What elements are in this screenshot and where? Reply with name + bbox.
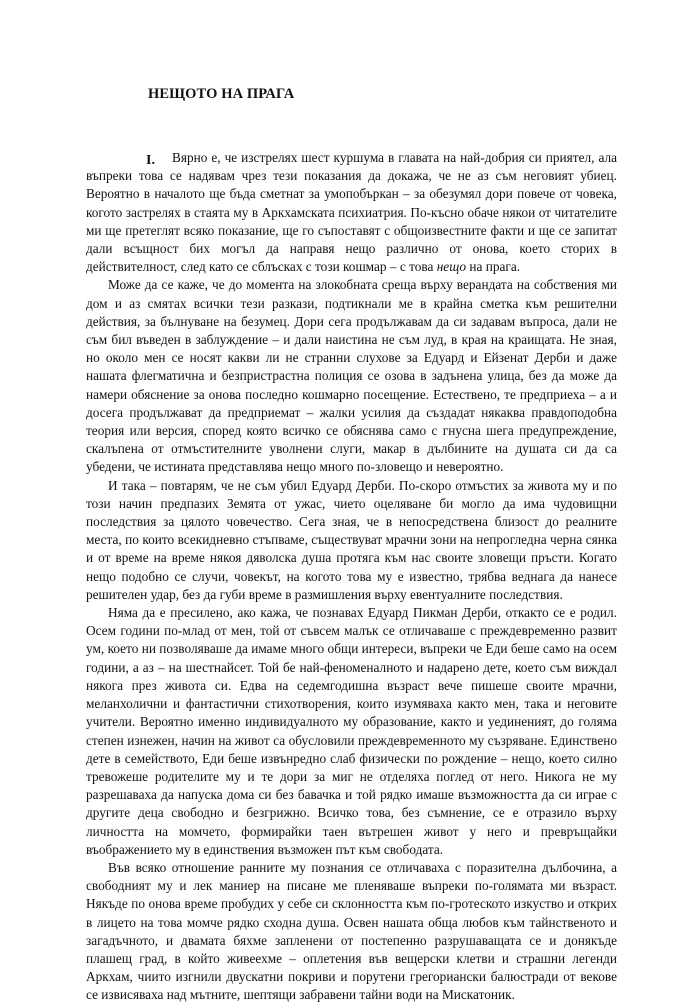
- document-body: [86, 149, 617, 1005]
- paragraph-1-emphasis: нещо: [436, 259, 467, 275]
- document-title: НЕЩОТО НА ПРАГА: [148, 86, 295, 102]
- paragraph-1-text-after: на прага.: [466, 259, 521, 275]
- paragraph-4: Няма да е пресилено, ако кажа, че познавах Едуард Пикман Дерби, откакто се е родил. Осем години по-млад от мен, той от съвсем малък се отличаваше с преждевременно развит ум, което ни позволяваше да имаме много общи интереси, въпреки че Еди беше само на осем години, а аз – на шестнайсет. Той бе най-феноменалното и надарено дете, което съм виждал някога през живота си. Едва на седемгодишна възраст вече пишеше своите мрачни, меланхолични и фантастични стихотворения, които изумяваха както мен, така и неговите учители. Вероятно именно индивидуалното му образование, както и уединеният, до голяма степен изнежен, начин на живот са обусловили преждевременното му съзряване. Единствено дете в семейството, Еди беше извънредно слаб физически по рождение – нещо, което силно тревожеше родителите му и те дори за миг не отделяха поглед от него. Никога не му разрешаваха да напуска дома си без бавачка и той рядко имаше възможността да си играе с другите деца свободно и безгрижно. Всичко това, без съмнение, се е отразило върху личността на момчето, формирайки таен вътрешен живот у него и превръщайки въображението му в единствения възможен път към свободата.: [86, 605, 617, 857]
- paragraph-5: Във всяко отношение ранните му познания се отличаваха с поразителна дълбочина, а свободният му и лек маниер на писане ме пленяваше въпреки по-голямата ми възраст. Някъде по онова време пробудих у себе си склонността към по-гротеското изкуство и открих в лицето на това момче рядко сходна душа. Освен нашата обща любов към тайнственото и загадъчното, и двамата бяхме запленени от постепенно разрушаващата се и донякъде плашещ град, в който живеехме – оплетения във вещерски клетви и страшни легенди Аркхам, чиито изгнили двускатни покриви и порутени грегориански балюстради от векове се извисяваха над мътните, шептящи забравени тайни води на Мискатоник.: [86, 859, 617, 1003]
- paragraph-2: Може да се каже, че до момента на злокобната среща върху верандата на собствения ми дом и аз смятах всички тези разкази, подтикнали ме в крайна сметка към решителни действия, за бълнуване на безумец. Дори сега продължавам да си задавам въпроса, дали не съм бил въведен в заблуждение – и дали наистина не съм луд, в края на краищата. Не зная, но около мен се носят какви ли не странни слухове за Едуард и Ейзенат Дерби и даже нашата флегматична и безпристрастна полиция се озова в задънена улица, без да може да намери обяснение за онова последно кошмарно посещение. Естествено, те предприеха – а и досега продължават да предприемат – жалки усилия да създадат някаква правдоподобна теория или версия, според която всичко се обяснява само с гнусна шега предупреждение, скалъпена от отмъстителните уволнени слуги, макар в дълбините на душата си да са убедени, че истината представлява нещо много по-зловещо и невероятно.: [86, 277, 617, 475]
- paragraph-1-text-before: Вярно е, че изстрелях шест куршума в главата на най-добрия си приятел, ала въпреки това се надявам чрез тези показания да докажа, че не аз съм неговият убиец. Вероятно в началото ще бъда сметнат за умопобъркан – за обезумял дори повече от човека, когото застрелях в стаята му в Аркхамската психиатрия. По-късно обаче някои от читателите ми ще претеглят всяко показание, ще го съпоставят с общоизвестните факти и ще се запитат дали всъщност бих могъл да направя нещо различно от онова, което сторих в действителност, след като се сблъсках с този кошмар – с това: [86, 150, 617, 275]
- section-number: I.: [146, 153, 155, 168]
- paragraph-1: [86, 149, 617, 276]
- paragraph-3: И така – повтарям, че не съм убил Едуард Дерби. По-скоро отмъстих за живота му и по този начин предпазих Земята от ужас, чието оцеляване би могло да има чудовищни последствия за цялото човечество. Сега зная, че в непосредствена близост до реалните места, по които всекидневно стъпваме, съществуват мрачни зони на непрогледна черна сянка и от време на време някоя дяволска душа протяга към нас своите зловещи пръсти. Когато нещо подобно се случи, човекът, на когото това му е известно, трябва веднага да нанесе решителен удар, без да губи време в размишления върху евентуалните последствия.: [86, 477, 617, 602]
